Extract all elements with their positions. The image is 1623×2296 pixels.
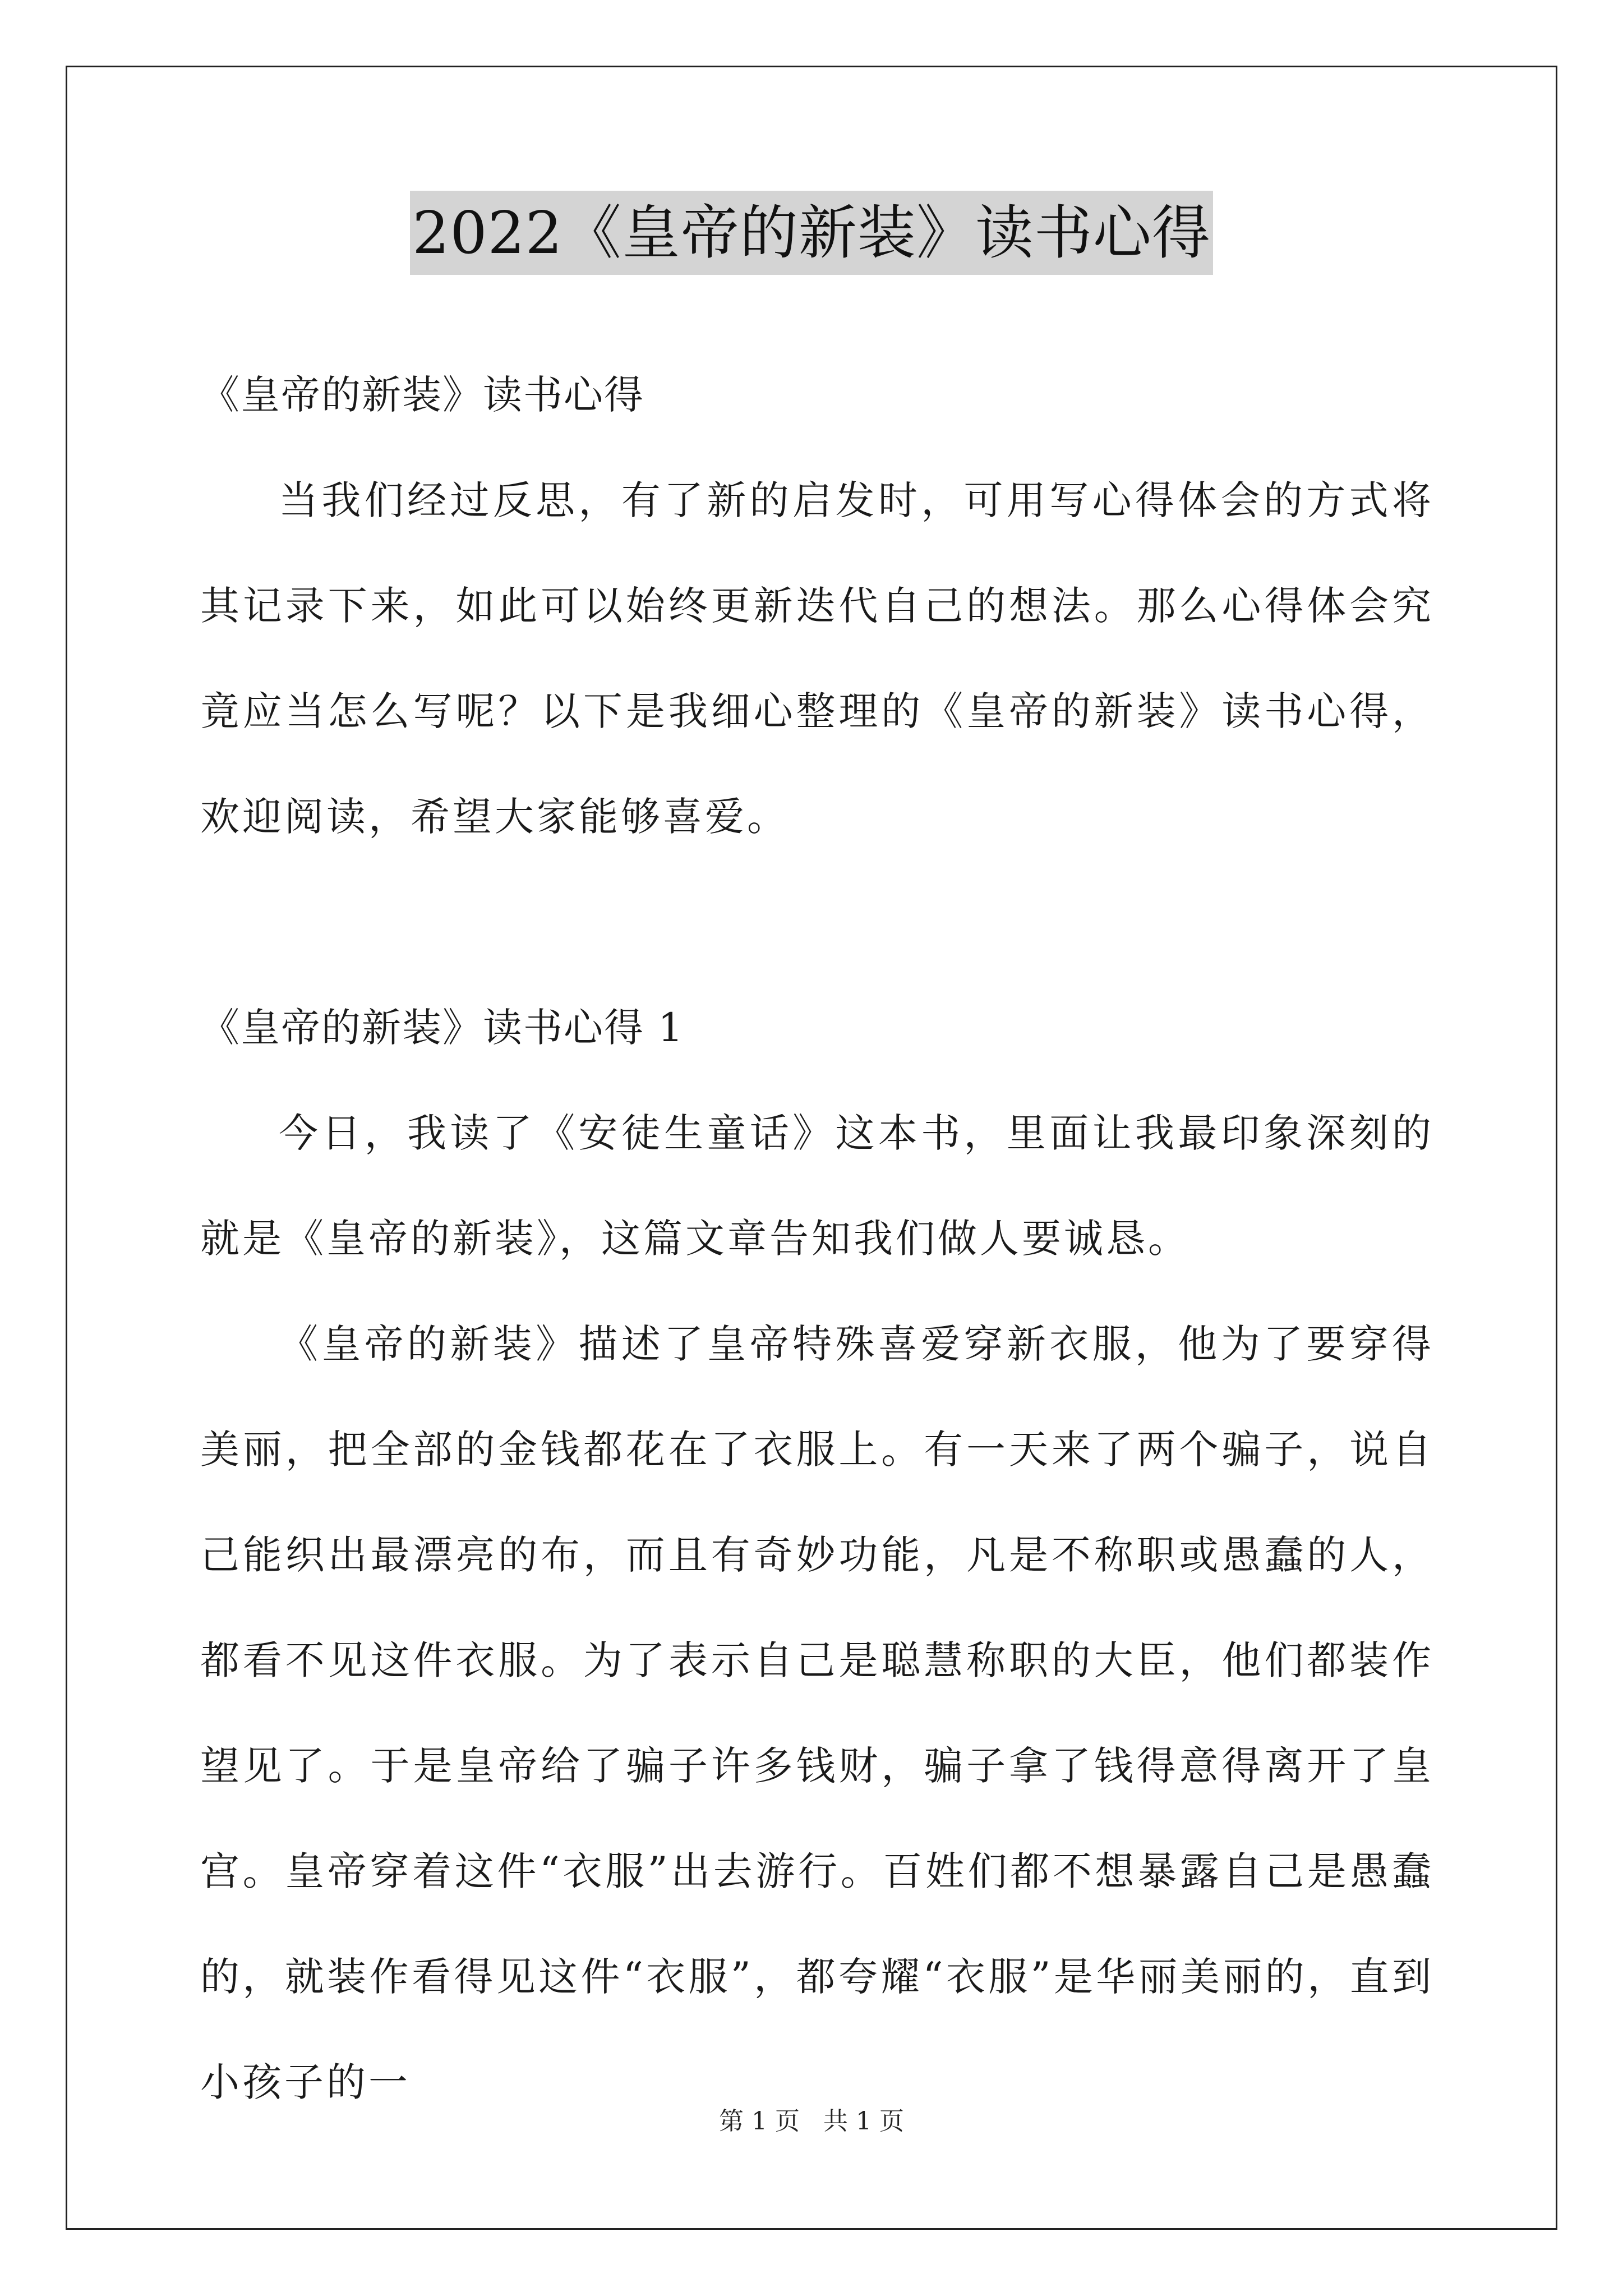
section1-paragraph: 今日，我读了《安徒生童话》这本书，里面让我最印象深刻的就是《皇帝的新装》，这篇文章告知我们做人要诚恳。: [200, 1110, 1434, 1262]
section-spacer: [200, 869, 1434, 975]
intro-paragraph: 当我们经过反思，有了新的启发时，可用写心得体会的方式将其记录下来，如此可以始终更新迭代自己的想法。那么心得体会究竟应当怎么写呢？以下是我细心整理的《皇帝的新装》读书心得，欢迎阅读，希望大家能够喜爱。: [200, 477, 1434, 840]
document-title: 2022《皇帝的新装》读书心得: [410, 191, 1213, 275]
section1-paragraph: 《皇帝的新装》描述了皇帝特殊喜爱穿新衣服，他为了要穿得美丽，把全部的金钱都花在了衣服上。有一天来了两个骗子，说自己能织出最漂亮的布，而且有奇妙功能，凡是不称职或愚蠢的人，都看不见这件衣服。为了表示自己是聪慧称职的大臣，他们都装作望见了。于是皇帝给了骗子许多钱财，骗子拿了钱得意得离开了皇宫。皇帝穿着这件“衣服”出去游行。百姓们都不想暴露自己是愚蠢的，就装作看得见这件“衣服”，都夸耀“衣服”是华丽美丽的，直到小孩子的一: [200, 1321, 1434, 2105]
page-number: 第 1 页: [719, 2107, 800, 2136]
title-container: [0, 191, 1623, 275]
document-body: [200, 342, 1434, 2135]
page-total: 共 1 页: [823, 2107, 904, 2136]
intro-heading: 《皇帝的新装》读书心得: [200, 372, 644, 418]
page-footer: [0, 2101, 1623, 2137]
section1-heading: 《皇帝的新装》读书心得 1: [200, 1005, 684, 1051]
